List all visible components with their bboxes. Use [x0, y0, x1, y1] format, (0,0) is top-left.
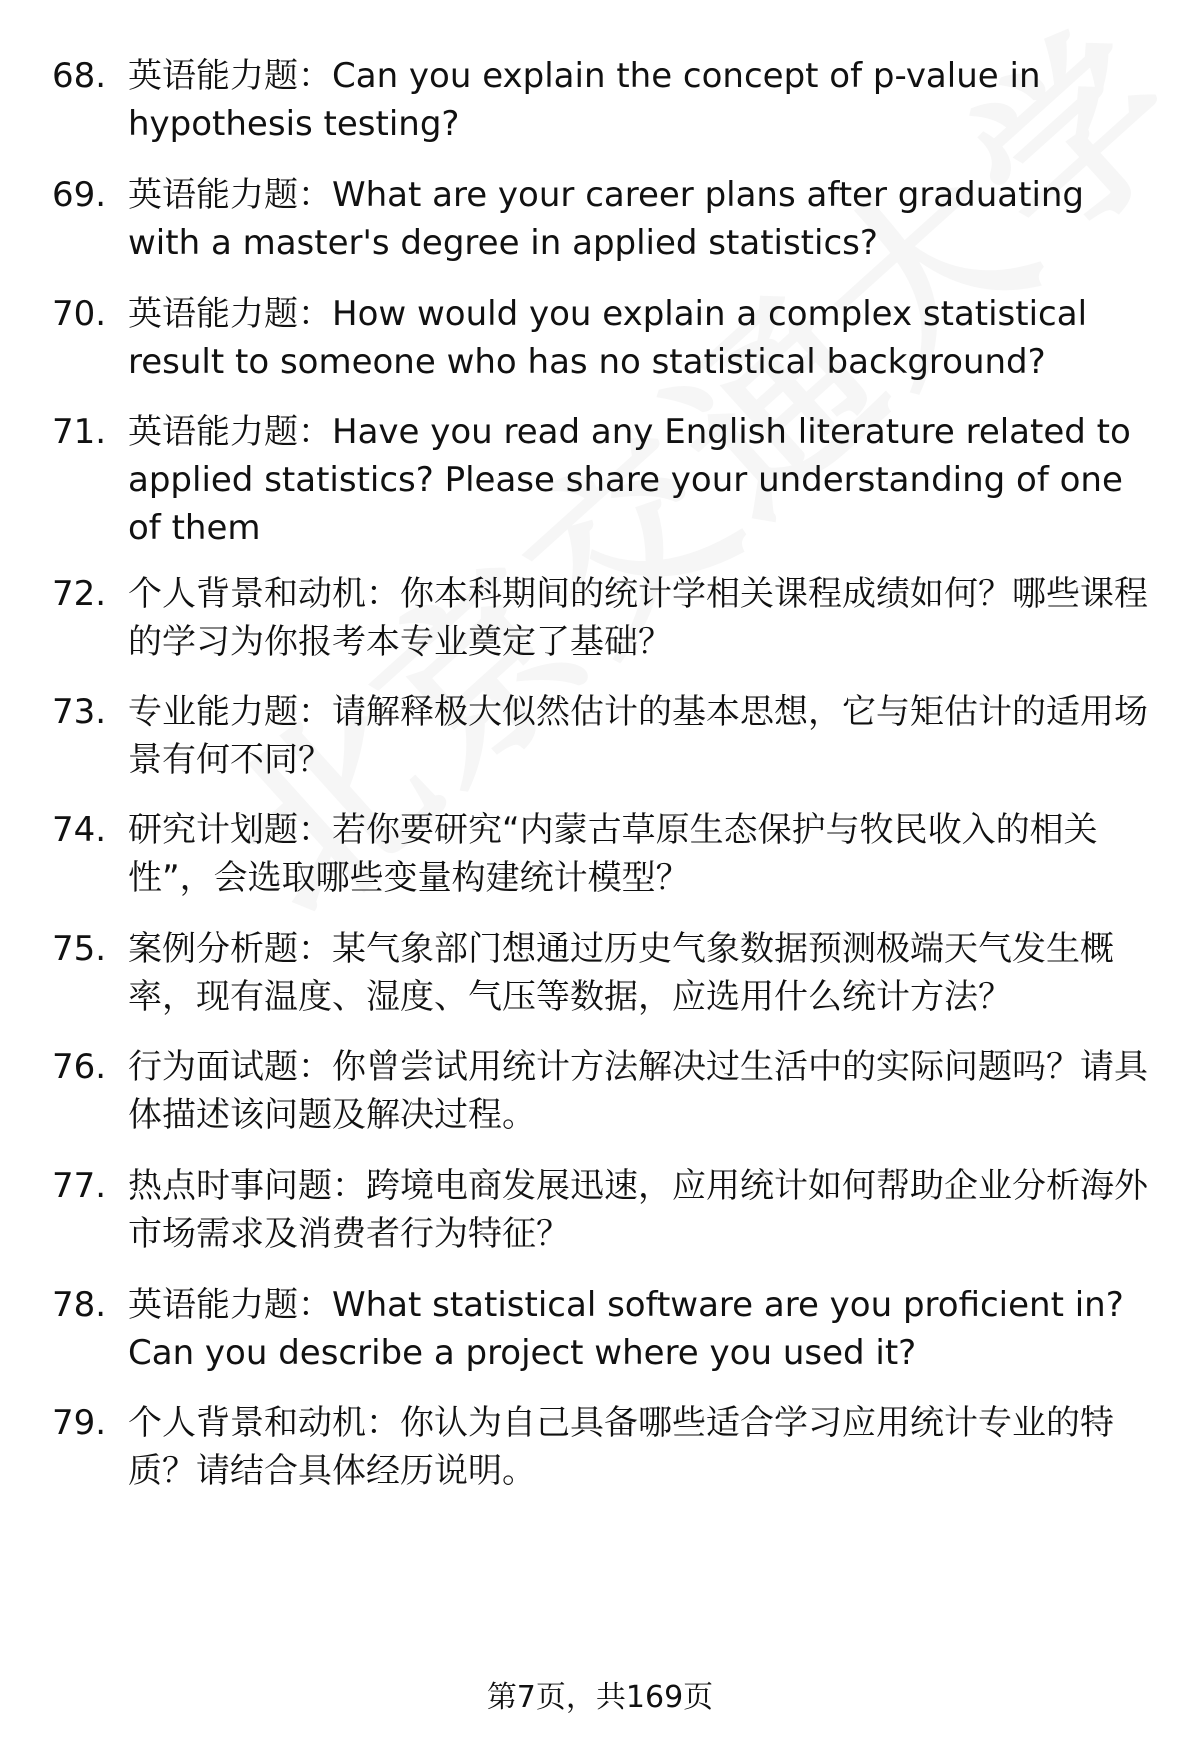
question-item [52, 1043, 1162, 1139]
question-text: 英语能力题：What are your career plans after graduating with a master's degree in applied statistics? [128, 175, 1085, 263]
question-number: 73. [52, 692, 107, 732]
question-number: 79. [52, 1403, 107, 1443]
question-number: 71. [52, 412, 107, 452]
question-item [52, 1162, 1162, 1258]
question-number: 75. [52, 929, 107, 969]
page-number: 第7页，共169页 [486, 1680, 714, 1715]
question-number: 77. [52, 1166, 107, 1206]
question-text: 英语能力题：Can you explain the concept of p-value in hypothesis testing? [128, 56, 1041, 144]
question-text: 英语能力题：What statistical software are you proficient in? Can you describe a project where you used it? [128, 1285, 1124, 1373]
question-item [52, 52, 1162, 148]
question-item [52, 408, 1162, 552]
question-number: 78. [52, 1285, 107, 1325]
question-item [52, 806, 1162, 902]
question-text: 专业能力题：请解释极大似然估计的基本思想，它与矩估计的适用场景有何不同？ [128, 692, 1148, 780]
question-text: 个人背景和动机：你认为自己具备哪些适合学习应用统计专业的特质？请结合具体经历说明。 [128, 1403, 1114, 1491]
question-item [52, 290, 1162, 386]
question-number: 74. [52, 810, 107, 850]
question-text: 英语能力题：How would you explain a complex statistical result to someone who has no statistical background? [128, 294, 1088, 382]
question-item [52, 1281, 1162, 1377]
question-item [52, 925, 1162, 1021]
question-number: 76. [52, 1047, 107, 1087]
question-text: 行为面试题：你曾尝试用统计方法解决过生活中的实际问题吗？请具体描述该问题及解决过程。 [128, 1047, 1148, 1135]
question-text: 英语能力题：Have you read any English literature related to applied statistics? Please share your understanding of one of them [128, 412, 1131, 548]
question-item [52, 570, 1162, 666]
question-item [52, 171, 1162, 267]
question-text: 研究计划题：若你要研究“内蒙古草原生态保护与牧民收入的相关性”，会选取哪些变量构建统计模型？ [128, 810, 1098, 898]
question-text: 热点时事问题：跨境电商发展迅速，应用统计如何帮助企业分析海外市场需求及消费者行为特征？ [128, 1166, 1148, 1254]
question-number: 68. [52, 56, 107, 96]
question-item [52, 688, 1162, 784]
question-item [52, 1399, 1162, 1495]
question-number: 69. [52, 175, 107, 215]
question-text: 个人背景和动机：你本科期间的统计学相关课程成绩如何？哪些课程的学习为你报考本专业奠定了基础？ [128, 574, 1148, 662]
question-number: 70. [52, 294, 107, 334]
question-text: 案例分析题：某气象部门想通过历史气象数据预测极端天气发生概率，现有温度、湿度、气压等数据，应选用什么统计方法？ [128, 929, 1114, 1017]
question-number: 72. [52, 574, 107, 614]
